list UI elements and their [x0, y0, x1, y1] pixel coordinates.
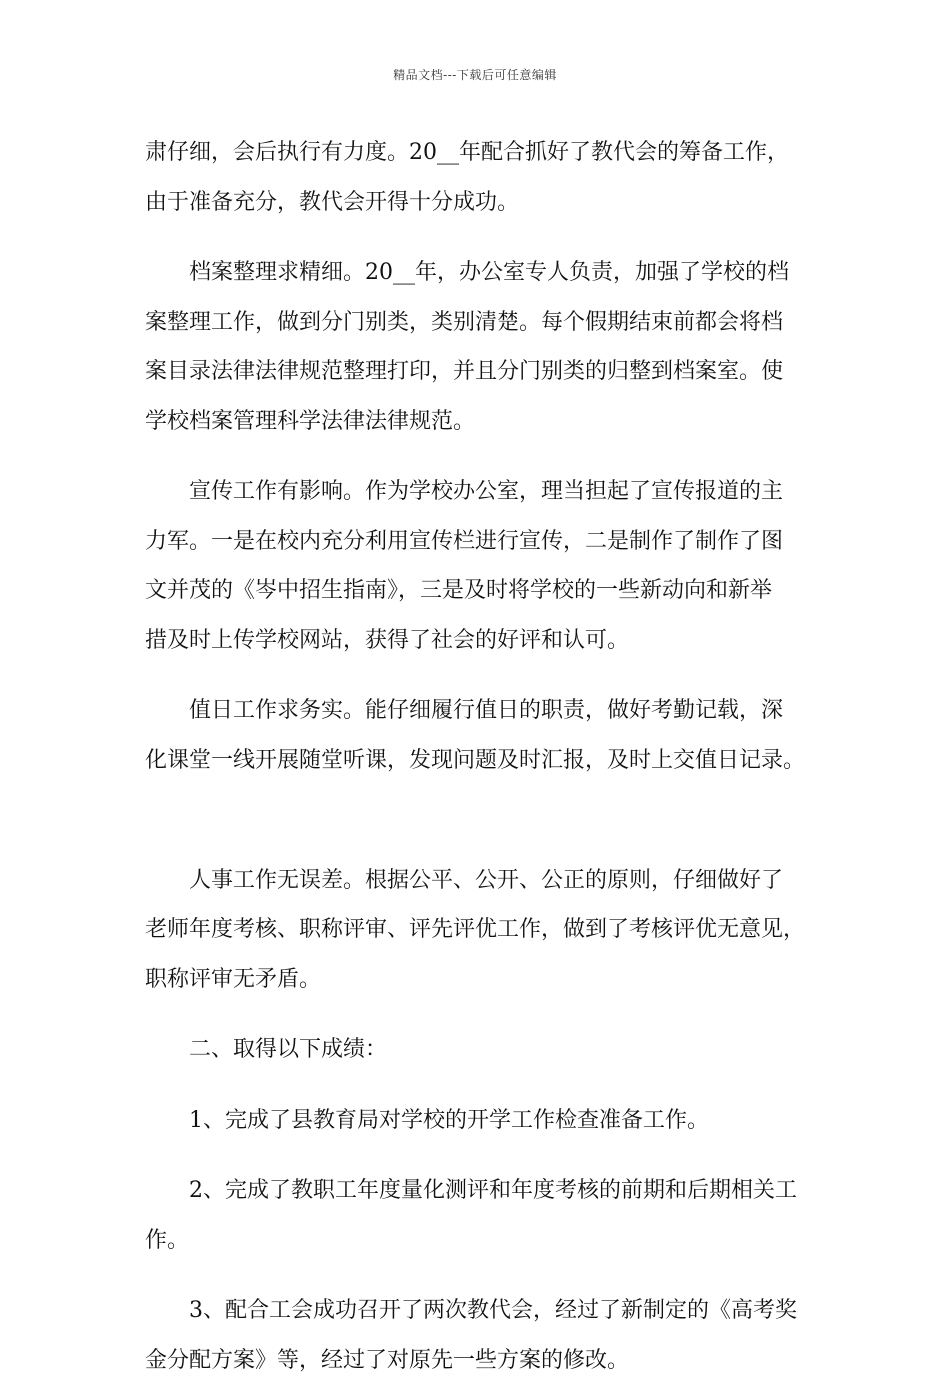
paragraph-line: 案目录法律法律规范整理打印，并且分门别类的归整到档案室。使	[145, 347, 830, 397]
paragraph-line: 案整理工作，做到分门别类，类别清楚。每个假期结束前都会将档	[145, 298, 830, 348]
paragraph-duty	[145, 686, 830, 785]
paragraph-line: 学校档案管理科学法律法律规范。	[145, 397, 830, 447]
achievement-item-1	[145, 1096, 830, 1146]
paragraph-line: 化课堂一线开展随堂听课，发现问题及时汇报，及时上交值日记录。	[145, 736, 830, 786]
paragraph-line: 3、配合工会成功召开了两次教代会，经过了新制定的《高考奖	[145, 1286, 830, 1336]
achievement-item-3	[145, 1286, 830, 1385]
paragraph-line: 二、取得以下成绩：	[145, 1025, 830, 1075]
paragraph-line: 金分配方案》等，经过了对原先一些方案的修改。	[145, 1336, 830, 1385]
achievement-item-2	[145, 1166, 830, 1265]
paragraph-line: 文并茂的《岑中招生指南》，三是及时将学校的一些新动向和新举	[145, 566, 830, 616]
document-body	[145, 128, 830, 1385]
paragraph-meeting-continuation	[145, 128, 830, 227]
paragraph-archive	[145, 248, 830, 446]
paragraph-line: 档案整理求精细。20__年，办公室专人负责，加强了学校的档	[145, 248, 830, 298]
paragraph-publicity	[145, 467, 830, 665]
section-heading-achievements	[145, 1025, 830, 1075]
paragraph-line: 职称评审无矛盾。	[145, 955, 830, 1005]
paragraph-line: 力军。一是在校内充分利用宣传栏进行宣传，二是制作了制作了图	[145, 517, 830, 567]
paragraph-personnel	[145, 856, 830, 1005]
paragraph-line: 宣传工作有影响。作为学校办公室，理当担起了宣传报道的主	[145, 467, 830, 517]
page-header: 精品文档---下载后可任意编辑	[0, 66, 950, 83]
paragraph-line: 措及时上传学校网站，获得了社会的好评和认可。	[145, 616, 830, 666]
paragraph-line: 老师年度考核、职称评审、评先评优工作，做到了考核评优无意见，	[145, 905, 830, 955]
paragraph-line: 由于准备充分，教代会开得十分成功。	[145, 178, 830, 228]
paragraph-line: 1、完成了县教育局对学校的开学工作检查准备工作。	[145, 1096, 830, 1146]
blank-line	[145, 806, 830, 856]
paragraph-line: 人事工作无误差。根据公平、公开、公正的原则，仔细做好了	[145, 856, 830, 906]
paragraph-line: 2、完成了教职工年度量化测评和年度考核的前期和后期相关工	[145, 1166, 830, 1216]
paragraph-line: 作。	[145, 1216, 830, 1266]
paragraph-line: 肃仔细，会后执行有力度。20__年配合抓好了教代会的筹备工作，	[145, 128, 830, 178]
paragraph-line: 值日工作求务实。能仔细履行值日的职责，做好考勤记载，深	[145, 686, 830, 736]
